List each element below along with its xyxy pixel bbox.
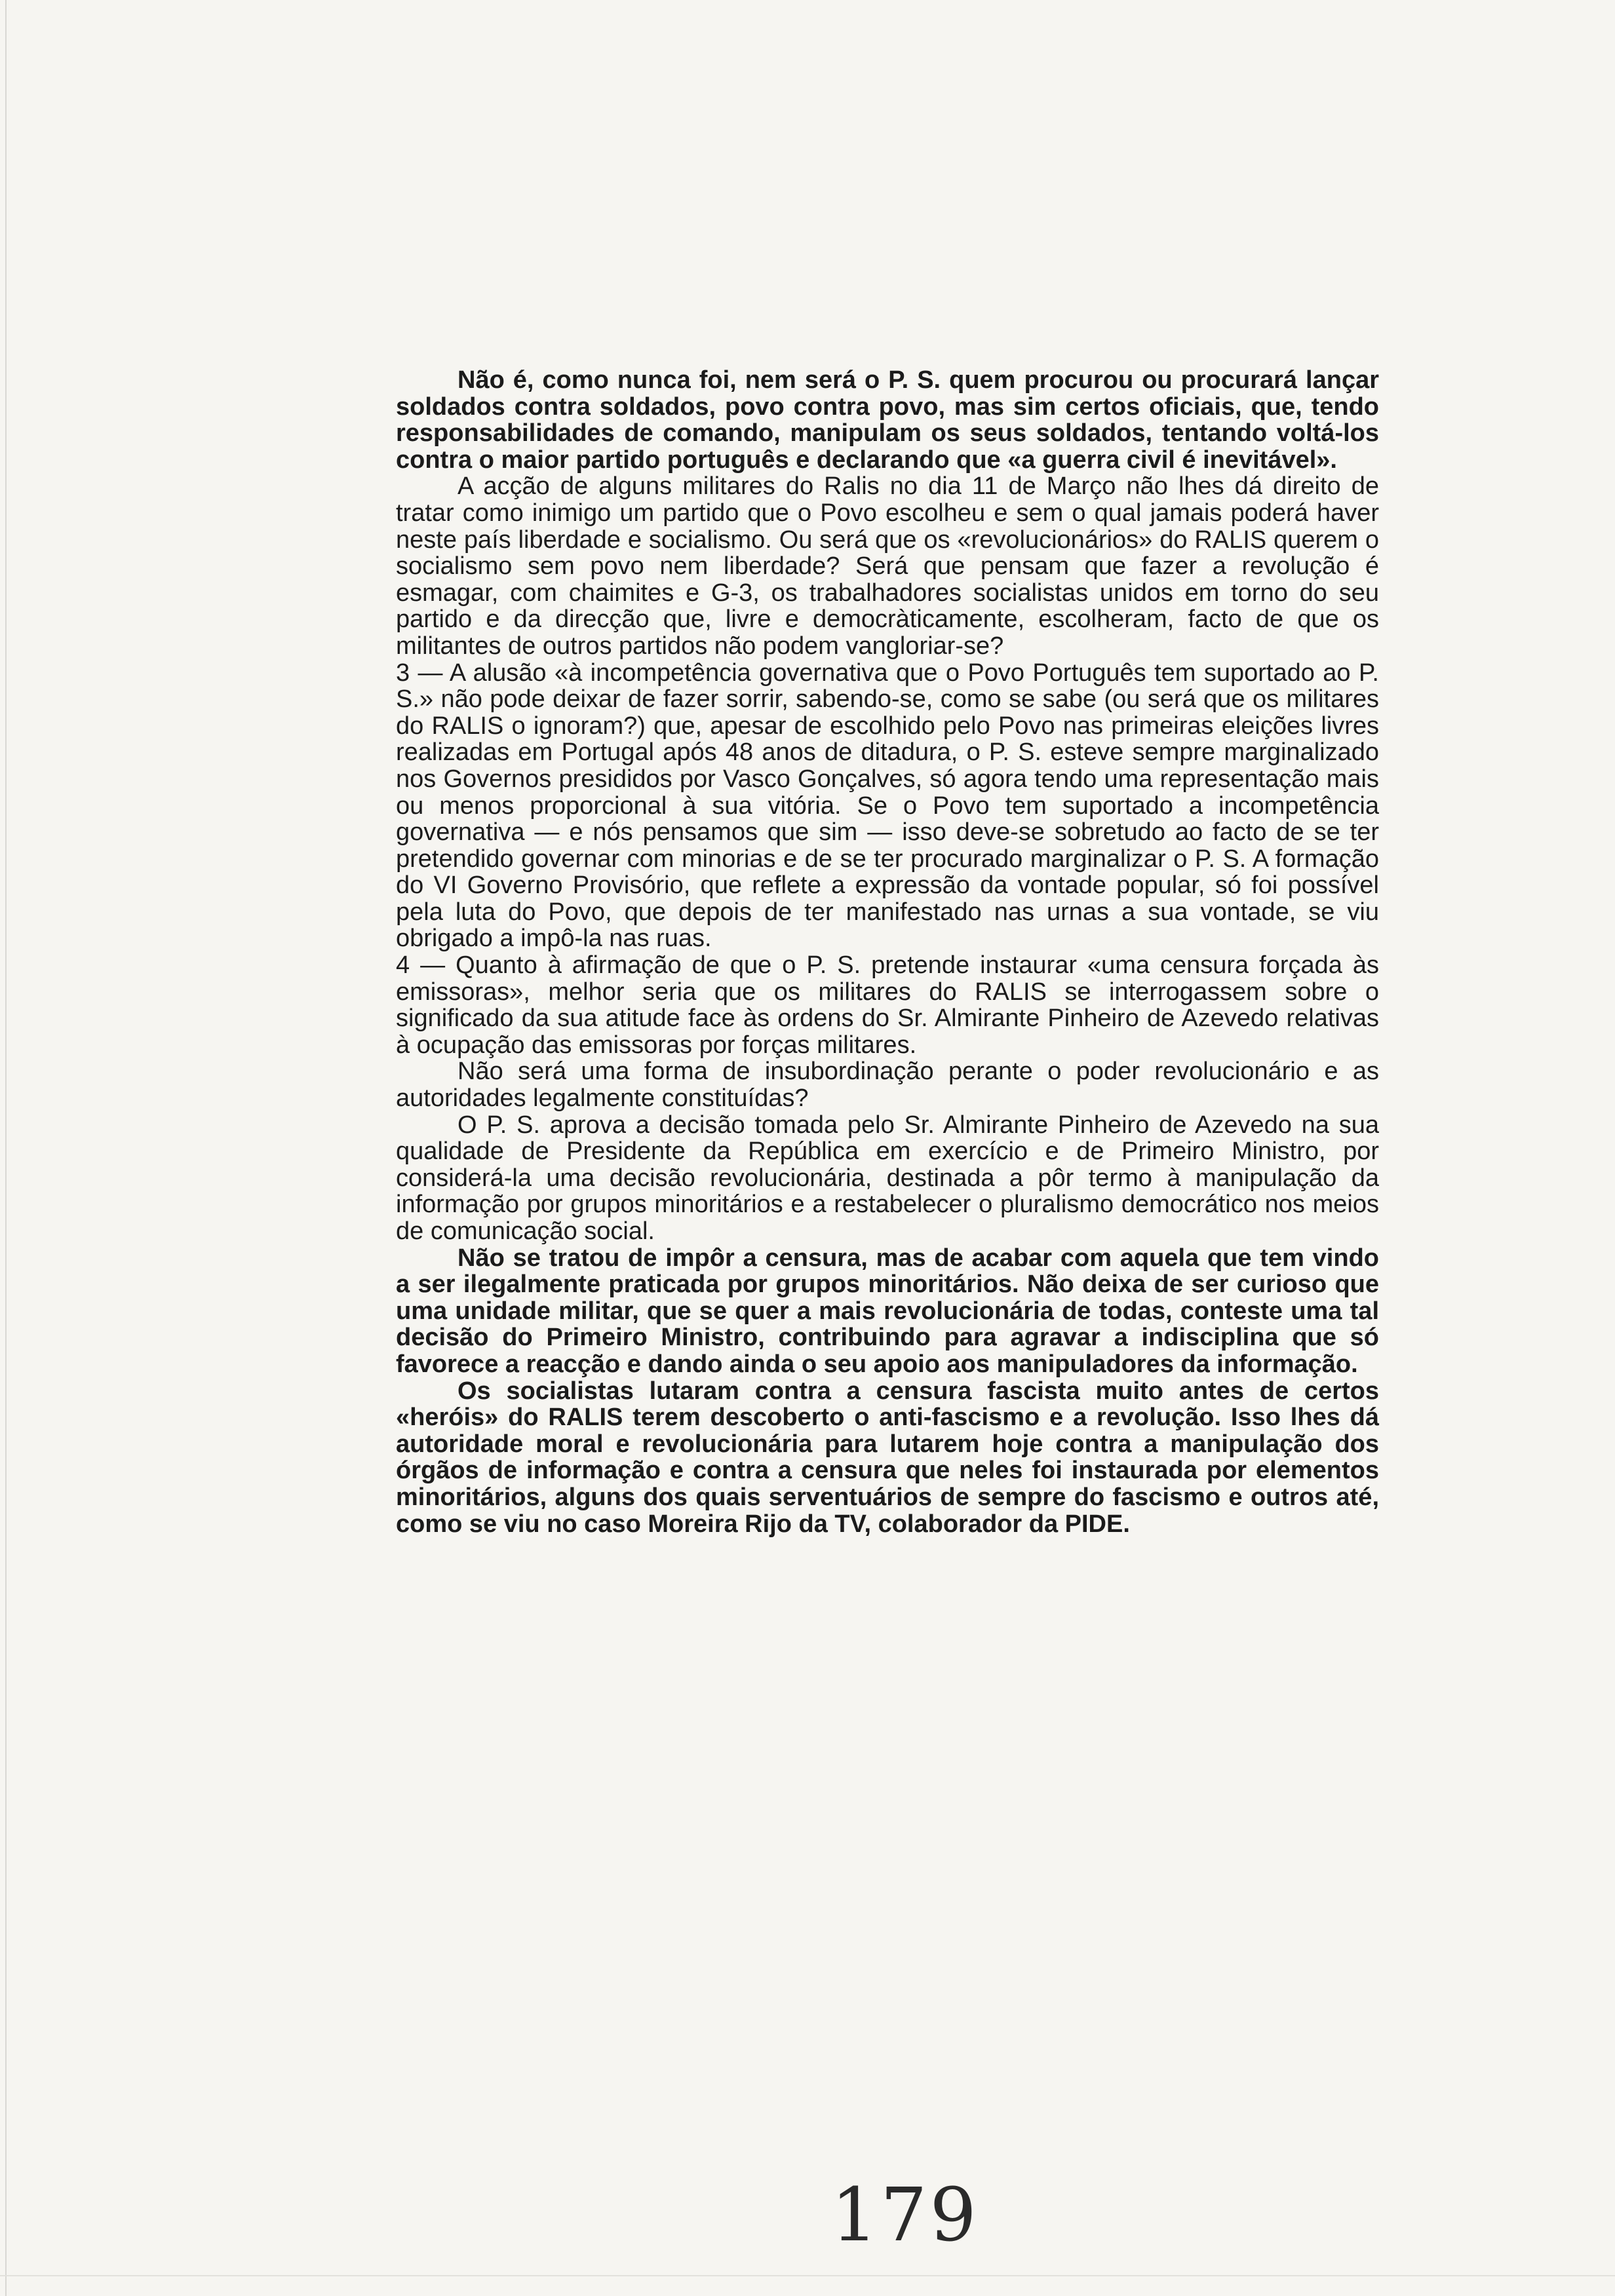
paragraph: O P. S. aprova a decisão tomada pelo Sr. Almirante Pinheiro de Azevedo na sua qualidade de Presidente da República em exercício e de Primeiro Ministro, por considerá-la uma decisão revolucionária, destinada a pôr termo à manipulação da informação por grupos minoritários e a restabelecer o pluralismo democrático nos meios de comunicação social. [396,1111,1379,1245]
paragraph: Os socialistas lutaram contra a censura fascista muito antes de certos «heróis» do RALIS terem descoberto o anti-fascismo e a revolução. Isso lhes dá autoridade moral e revolucionária para lutarem hoje contra a manipulação dos órgãos de informação e contra a censura que neles foi instaurada por elementos minoritários, alguns dos quais serventuários de sempre do fascismo e outros até, como se viu no caso Moreira Rijo da TV, colaborador da PIDE. [396,1377,1379,1538]
handwritten-page-number: 179 [831,2173,979,2258]
paragraph-point-3: 3 — A alusão «à incompetência governativa que o Povo Português tem suportado ao P. S.» não pode deixar de fazer sorrir, sabendo-se, como se sabe (ou será que os militares do RALIS o ignoram?) que, apesar de escolhido pelo Povo nas primeiras eleições livres realizadas em Portugal após 48 anos de ditadura, o P. S. esteve sempre marginalizado nos Governos presididos por Vasco Gonçalves, só agora tendo uma representação mais ou menos proporcional à sua vitória. Se o Povo tem suportado a incompetência governativa — e nós pensamos que sim — isso deve-se sobretudo ao facto de se ter pretendido governar com minorias e de se ter procurado marginalizar o P. S. A formação do VI Governo Provisório, que reflete a expressão da vontade popular, só foi possível pela luta do Povo, que depois de ter manifestado nas urnas a sua vontade, se viu obrigado a impô-la nas ruas. [396,659,1379,953]
paragraph-point-4: 4 — Quanto à afirmação de que o P. S. pretende instaurar «uma censura forçada às emissoras», melhor seria que os militares do RALIS se interrogassem sobre o significado da sua atitude face às ordens do Sr. Almirante Pinheiro de Azevedo relativas à ocupação das emissoras por forças militares. [396,951,1379,1059]
paragraph: Não será uma forma de insubordinação perante o poder revolucionário e as autoridades legalmente constituídas? [396,1058,1379,1113]
scan-page-bottom-edge [0,2275,1615,2276]
scan-page-edge [5,0,7,2296]
paragraph: Não se tratou de impôr a censura, mas de acabar com aquela que tem vindo a ser ilegalmente praticada por grupos minoritários. Não deixa de ser curioso que uma unidade militar, que se quer a mais revolucionária de todas, conteste uma tal decisão do Primeiro Ministro, contribuindo para agravar a indisciplina que só favorece a reacção e dando ainda o seu apoio aos manipuladores da informação. [396,1244,1379,1378]
paragraph: Não é, como nunca foi, nem será o P. S. quem procurou ou procurará lançar soldados contra soldados, povo contra povo, mas sim certos oficiais, que, tendo responsabilidades de comando, manipulam os seus soldados, tentando voltá-los contra o maior partido português e declarando que «a guerra civil é inevitável». [396,366,1379,474]
article-body [396,367,1379,1537]
paragraph: A acção de alguns militares do Ralis no dia 11 de Março não lhes dá direito de tratar como inimigo um partido que o Povo escolheu e sem o qual jamais poderá haver neste país liberdade e socialismo. Ou será que os «revolucionários» do RALIS querem o socialismo sem povo nem liberdade? Será que pensam que fazer a revolução é esmagar, com chaimites e G-3, os trabalhadores socialistas unidos em torno do seu partido e da direcção que, livre e democràticamente, escolheram, facto de que os militantes de outros partidos não podem vangloriar-se? [396,472,1379,660]
